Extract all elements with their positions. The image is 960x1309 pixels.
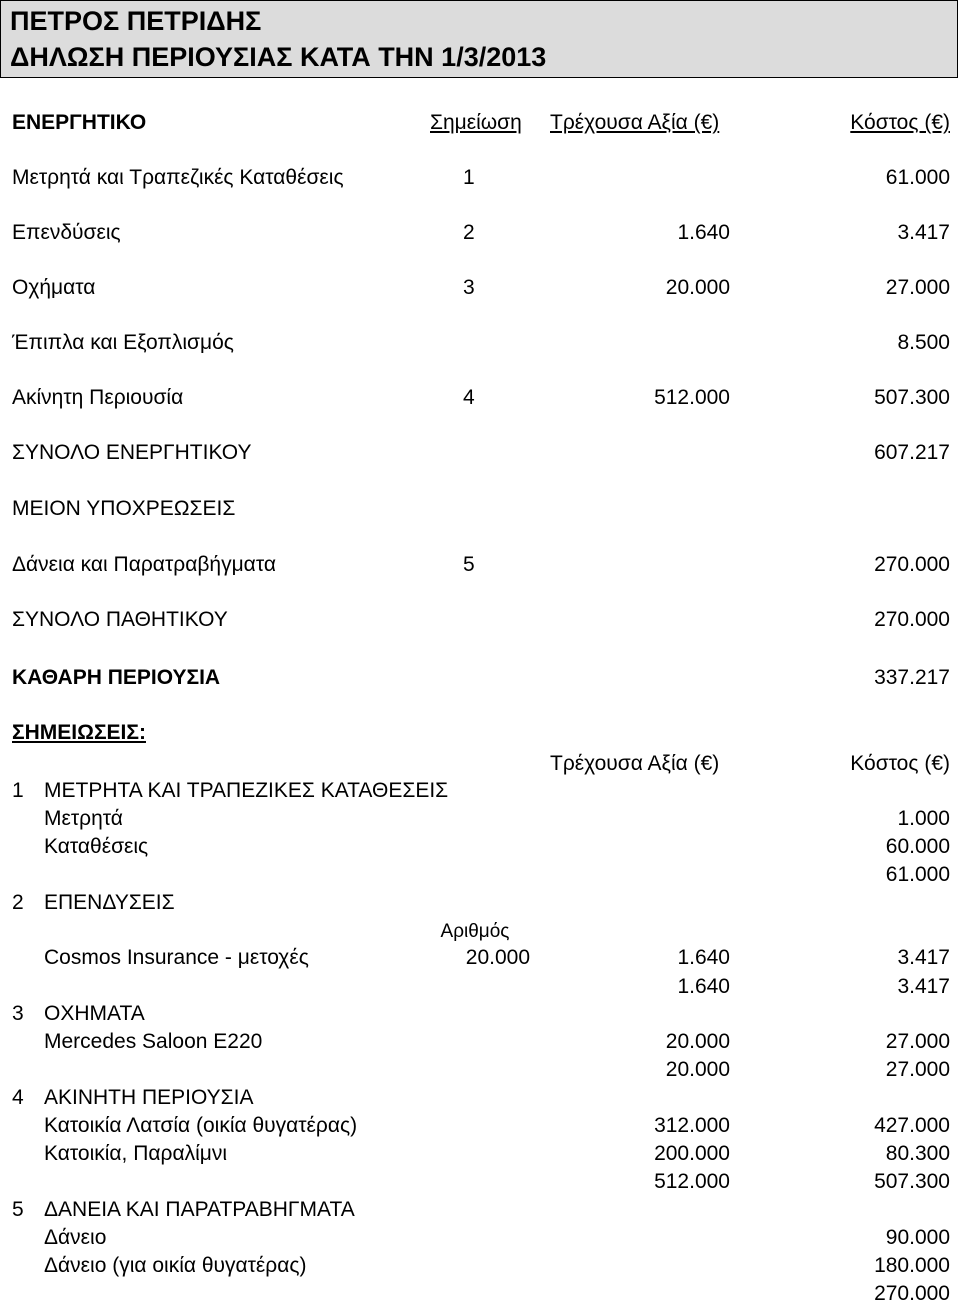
document-title: ΔΗΛΩΣΗ ΠΕΡΙΟΥΣΙΑΣ ΚΑΤΑ ΤΗΝ 1/3/2013 bbox=[10, 42, 547, 72]
note-total-cost: 507.300 bbox=[874, 1170, 950, 1193]
note-title: ΜΕΤΡΗΤΑ ΚΑΙ ΤΡΑΠΕΖΙΚΕΣ ΚΑΤΑΘΕΣΕΙΣ bbox=[44, 779, 449, 802]
note-number: 2 bbox=[12, 891, 24, 914]
row-note: 3 bbox=[463, 276, 475, 299]
note-item-current: 20.000 bbox=[665, 1030, 730, 1053]
note-item-label: Mercedes Saloon E220 bbox=[44, 1030, 263, 1053]
row-note: 4 bbox=[463, 386, 475, 409]
note-item-cost: 90.000 bbox=[885, 1226, 950, 1249]
row-cost: 270.000 bbox=[874, 553, 950, 576]
row-cost: 61.000 bbox=[885, 166, 950, 189]
col-note-header: Σημείωση bbox=[430, 111, 522, 134]
row-cost: 507.300 bbox=[874, 386, 950, 409]
row-label: Επενδύσεις bbox=[12, 221, 121, 244]
row-label: Δάνεια και Παρατραβήγματα bbox=[12, 553, 276, 576]
note-item-cost: 27.000 bbox=[885, 1030, 950, 1053]
row-label: Ακίνητη Περιουσία bbox=[12, 386, 184, 409]
note-total-cost: 3.417 bbox=[897, 975, 950, 998]
note-total-cost: 61.000 bbox=[885, 863, 950, 886]
note-number: 1 bbox=[12, 779, 24, 802]
row-label: ΜΕΙΟΝ ΥΠΟΧΡΕΩΣΕΙΣ bbox=[12, 497, 236, 520]
row-note: 5 bbox=[463, 553, 475, 576]
notes-col-current-header: Τρέχουσα Αξία (€) bbox=[550, 752, 720, 775]
note-total-cost: 27.000 bbox=[885, 1058, 950, 1081]
note-item-cost: 1.000 bbox=[897, 807, 950, 830]
row-current: 20.000 bbox=[665, 276, 730, 299]
row-label: Μετρητά και Τραπεζικές Καταθέσεις bbox=[12, 166, 344, 189]
note-item-label: Κατοικία Λατσία (οικία θυγατέρας) bbox=[44, 1114, 358, 1137]
row-cost: 270.000 bbox=[874, 608, 950, 631]
note-title: ΑΚΙΝΗΤΗ ΠΕΡΙΟΥΣΙΑ bbox=[44, 1086, 254, 1109]
note-title: ΔΑΝΕΙΑ ΚΑΙ ΠΑΡΑΤΡΑΒΗΓΜΑΤΑ bbox=[44, 1198, 355, 1221]
assets-heading: ΕΝΕΡΓΗΤΙΚΟ bbox=[12, 111, 147, 134]
col-current-header: Τρέχουσα Αξία (€) bbox=[550, 111, 720, 134]
row-current: 512.000 bbox=[654, 386, 730, 409]
notes-col-cost-header: Κόστος (€) bbox=[850, 752, 950, 775]
row-cost: 607.217 bbox=[874, 441, 950, 464]
note-item-count: 20.000 bbox=[465, 946, 530, 969]
note-item-cost: 180.000 bbox=[874, 1254, 950, 1277]
note-total-current: 20.000 bbox=[665, 1058, 730, 1081]
note-item-label: Καταθέσεις bbox=[44, 835, 149, 858]
count-header: Αριθμός bbox=[440, 921, 510, 942]
row-cost: 27.000 bbox=[885, 276, 950, 299]
note-item-cost: 427.000 bbox=[874, 1114, 950, 1137]
net-worth-label: ΚΑΘΑΡΗ ΠΕΡΙΟΥΣΙΑ bbox=[12, 666, 221, 689]
note-title: ΟΧΗΜΑΤΑ bbox=[44, 1002, 145, 1025]
note-total-cost: 270.000 bbox=[874, 1282, 950, 1305]
row-label: ΣΥΝΟΛΟ ΠΑΘΗΤΙΚΟΥ bbox=[12, 608, 228, 631]
row-label: Οχήματα bbox=[12, 276, 96, 299]
note-item-label: Cosmos Insurance - μετοχές bbox=[44, 946, 309, 969]
note-item-cost: 3.417 bbox=[897, 946, 950, 969]
net-worth-value: 337.217 bbox=[874, 666, 950, 689]
note-item-label: Μετρητά bbox=[44, 807, 123, 830]
note-item-current: 200.000 bbox=[654, 1142, 730, 1165]
row-cost: 8.500 bbox=[897, 331, 950, 354]
row-current: 1.640 bbox=[677, 221, 730, 244]
row-cost: 3.417 bbox=[897, 221, 950, 244]
row-note: 1 bbox=[463, 166, 475, 189]
owner-name: ΠΕΤΡΟΣ ΠΕΤΡΙΔΗΣ bbox=[10, 6, 262, 36]
note-item-cost: 60.000 bbox=[885, 835, 950, 858]
note-number: 4 bbox=[12, 1086, 24, 1109]
col-cost-header: Κόστος (€) bbox=[850, 111, 950, 134]
note-total-current: 512.000 bbox=[654, 1170, 730, 1193]
note-item-label: Κατοικία, Παραλίμνι bbox=[44, 1142, 228, 1165]
note-item-label: Δάνειο (για οικία θυγατέρας) bbox=[44, 1254, 307, 1277]
note-number: 5 bbox=[12, 1198, 24, 1221]
note-item-current: 312.000 bbox=[654, 1114, 730, 1137]
row-note: 2 bbox=[463, 221, 475, 244]
note-item-cost: 80.300 bbox=[885, 1142, 950, 1165]
note-number: 3 bbox=[12, 1002, 24, 1025]
note-total-current: 1.640 bbox=[677, 975, 730, 998]
notes-heading: ΣΗΜΕΙΩΣΕΙΣ: bbox=[12, 721, 146, 744]
row-label: ΣΥΝΟΛΟ ΕΝΕΡΓΗΤΙΚΟΥ bbox=[12, 441, 252, 464]
note-title: ΕΠΕΝΔΥΣΕΙΣ bbox=[44, 891, 175, 914]
note-item-label: Δάνειο bbox=[44, 1226, 107, 1249]
row-label: Έπιπλα και Εξοπλισμός bbox=[12, 331, 234, 354]
note-item-current: 1.640 bbox=[677, 946, 730, 969]
